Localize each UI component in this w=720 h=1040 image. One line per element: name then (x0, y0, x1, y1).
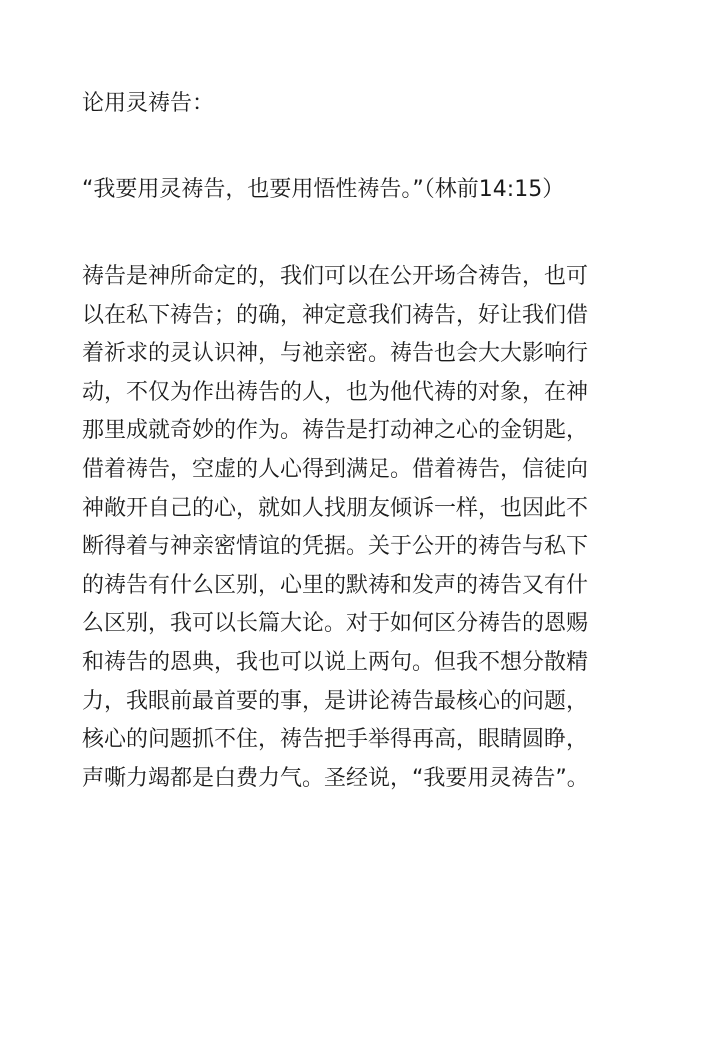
paragraph-line: 核心的问题抓不住，祷告把手举得再高，眼睛圆睁， (82, 727, 589, 753)
paragraph-line: 力，我眼前最首要的事，是讲论祷告最核心的问题， (82, 688, 589, 714)
paragraph-line: 动，不仅为作出祷告的人，也为他代祷的对象，在神 (82, 379, 589, 405)
paragraph-line: 借着祷告，空虚的人心得到满足。借着祷告，信徒向 (82, 456, 589, 482)
paragraph-line: 么区别，我可以长篇大论。对于如何区分祷告的恩赐 (82, 611, 589, 637)
paragraph-line: 和祷告的恩典，我也可以说上两句。但我不想分散精 (82, 649, 589, 675)
body-paragraph (82, 258, 638, 798)
paragraph-line: 断得着与神亲密情谊的凭据。关于公开的祷告与私下 (82, 534, 589, 560)
section-heading: 论用灵祷告： (82, 91, 215, 116)
paragraph-line: 以在私下祷告；的确，神定意我们祷告，好让我们借 (82, 302, 589, 328)
paragraph-line: 着祈求的灵认识神，与祂亲密。祷告也会大大影响行 (82, 341, 589, 367)
paragraph-line: 的祷告有什么区别，心里的默祷和发声的祷告又有什 (82, 572, 589, 598)
paragraph-line: 那里成就奇妙的作为。祷告是打动神之心的金钥匙， (82, 418, 589, 444)
paragraph-line: 声嘶力竭都是白费力气。圣经说，“我要用灵祷告”。 (82, 765, 589, 791)
scripture-quote: “我要用灵祷告，也要用悟性祷告。”（林前14:15） (82, 177, 565, 202)
paragraph-line: 祷告是神所命定的，我们可以在公开场合祷告，也可 (82, 264, 589, 289)
paragraph-line: 神敞开自己的心，就如人找朋友倾诉一样，也因此不 (82, 495, 589, 521)
